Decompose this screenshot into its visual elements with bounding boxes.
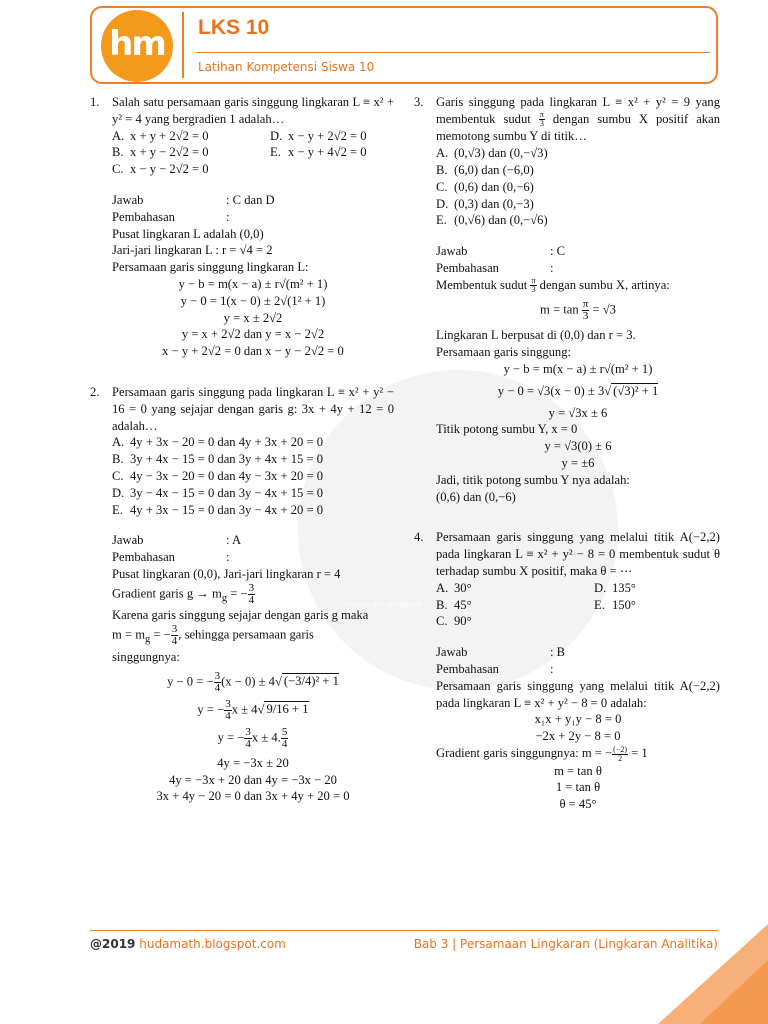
solution-line: Pusat lingkaran L adalah (0,0)	[112, 226, 264, 241]
option-b: B. (6,0) dan (−6,0)	[436, 163, 534, 177]
pembahasan-label: Pembahasan	[436, 260, 499, 275]
equation: m = tan θ	[554, 763, 602, 778]
option-e: E. 150°	[594, 597, 636, 612]
option-c: C. 4y − 3x − 20 = 0 dan 4y − 3x + 20 = 0	[112, 468, 324, 483]
equation: y − 0 = 1(x − 0) ± 2√(1² + 1)	[180, 293, 326, 308]
question-1	[90, 94, 394, 360]
equation: y = − $\frac{3}{4}$ x ± 4. $\frac{5}{4}$	[217, 725, 288, 750]
footer-credit: @2019 hudamath.blogspot.com	[90, 937, 286, 951]
question-3	[414, 94, 720, 505]
equation: y − 0 = √3(x − 0) ± 3√ (√3)² + 1	[497, 383, 659, 398]
option-c: C. (0,6) dan (0,−6)	[436, 179, 534, 194]
solution-line: Persamaan garis singgung lingkaran L:	[112, 260, 309, 275]
option-a: A. 30°	[436, 580, 472, 595]
question-2	[90, 384, 394, 805]
answer-options	[112, 128, 394, 178]
question-number: 3.	[414, 95, 424, 109]
option-b: B. 3y + 4x − 15 = 0 dan 3y + 4x + 15 = 0	[112, 452, 324, 467]
pembahasan-label: Pembahasan	[112, 550, 175, 565]
equation: y = − $\frac{3}{4}$ x ± 4√ 9/16 + 1	[197, 697, 309, 722]
solution-text: Persamaan garis singgung yang melalui titik A(−2,2) pada lingkaran L ≡ x² + y² − 8 = 0 adalah:	[436, 678, 720, 710]
solution-line: Gradient garis $g \to m_g$ = − $\frac{3}{4}$	[112, 581, 255, 606]
equation: 1 = tan θ	[555, 780, 601, 795]
solution-line: Pusat lingkaran (0,0), Jari-jari lingkaran r = 4	[112, 566, 341, 581]
solution-line: (0,6) dan (0,−6)	[436, 489, 516, 504]
equation: y = x ± 2√2	[223, 310, 283, 325]
equation: θ = 45°	[559, 797, 597, 812]
answer-options	[436, 145, 720, 229]
page-subtitle: Latihan Kompetensi Siswa 10	[198, 60, 375, 74]
option-c: C. 90°	[436, 614, 472, 629]
jawab-label: Jawab	[112, 533, 144, 548]
footer-site-link: hudamath.blogspot.com	[139, 937, 286, 951]
corner-decoration	[700, 960, 768, 1024]
option-a: A. x + y + 2√2 = 0	[112, 128, 209, 143]
right-column	[414, 94, 720, 837]
question-number: 2.	[90, 384, 100, 399]
question-4	[414, 529, 720, 813]
equation: y = ±6	[561, 455, 595, 470]
question-number: 1.	[90, 95, 100, 109]
option-d: D. (0,3) dan (0,−3)	[436, 196, 534, 211]
pembahasan-label: Pembahasan	[112, 209, 175, 224]
jawab-label: Jawab	[112, 192, 144, 207]
equation: y − b = m(x − a) ± r√(m² + 1)	[503, 361, 653, 376]
option-c: C. x − y − 2√2 = 0	[112, 162, 209, 177]
jawab-value: : C	[550, 244, 566, 259]
page-title: LKS 10	[198, 16, 270, 39]
equation: y = x + 2√2 dan y = x − 2√2	[181, 327, 325, 342]
solution-line: Persamaan garis singgung:	[436, 345, 572, 360]
jawab-value: : B	[550, 645, 566, 660]
equation: x₁x + y₁y − 8 = 0	[534, 712, 622, 727]
equation: m = tan $\frac{\pi}{3}$ = √3	[540, 298, 616, 323]
jawab-label: Jawab	[436, 645, 468, 660]
option-e: E. (0,√6) dan (0,−√6)	[436, 213, 548, 228]
question-stem: Garis singgung pada lingkaran L ≡ x² + y² = 9 yang membentuk sudut $\frac{\pi}{3}$ dengan sumbu X positif akan memotong sumbu Y di titik…	[436, 95, 720, 144]
question-stem: Persamaan garis singgung yang melalui titik A(−2,2) pada lingkaran L ≡ x² + y² − 8 = 0 membentuk sudut θ terhadap sumbu X positif, maka θ = ⋯	[436, 530, 720, 578]
solution-line: Jadi, titik potong sumbu Y nya adalah:	[436, 472, 630, 487]
option-d: D. x − y + 2√2 = 0	[270, 128, 367, 143]
answer-options	[112, 434, 394, 518]
logo-text: hm	[109, 24, 165, 64]
solution-line: Jari-jari lingkaran L : r = √4 = 2	[112, 243, 273, 258]
solution-line: singgungnya:	[112, 649, 180, 664]
option-e: E. x − y + 4√2 = 0	[270, 145, 367, 160]
question-number: 4.	[414, 530, 424, 545]
pembahasan-label: Pembahasan	[436, 661, 499, 676]
jawab-value: : A	[226, 533, 242, 548]
option-d: D. 3y − 4x − 15 = 0 dan 3y − 4x + 15 = 0	[112, 485, 324, 500]
header-rule	[196, 52, 710, 53]
header-divider	[182, 12, 184, 78]
equation: 4y = −3x + 20 dan 4y = −3x − 20	[169, 772, 337, 787]
solution: Jawab : B Pembahasan : Persamaan garis singgung yang melalui titik A(−2,2) pada lingkaran L ≡ x² + y² − 8 = 0 adalah: x₁x + y₁y − 8 = 0 −2x + 2y − 8 = 0 Gradient garis singgungnya: m = − $\frac{(-2)}{2}$ = 1 m = tan θ 1 = tan θ θ = 45°	[436, 645, 720, 812]
equation: y − 0 = − $\frac{3}{4}$ (x − 0) ± 4√ (−3/4)² + 1	[167, 669, 339, 694]
solution-line: $m = m_g$ = − $\frac{3}{4}$ , sehingga persamaan garis	[112, 623, 314, 648]
solution: Jawab : C Pembahasan : Membentuk sudut $\frac{\pi}{3}$ dengan sumbu X, artinya: m = tan $\frac{\pi}{3}$ = √3 Lingkaran L berpusat di (0,0) dan r = 3. Persamaan garis singgung: y − b = m(x − a) ± r√(m² + 1) y − 0 = √3(x − 0) ± 3√ (√3)² + 1 y = √3x ± 6 Titik potong sumbu Y, x = 0 y = √3(0) ± 6 y = ±6 Jadi, titik potong sumbu Y nya adalah: (0,6) dan (0,−6)	[436, 243, 720, 505]
site-logo	[101, 10, 173, 82]
solution-line: Membentuk sudut $\frac{\pi}{3}$ dengan sumbu X, artinya:	[436, 276, 670, 295]
question-stem: Salah satu persamaan garis singgung lingkaran L ≡ x² + y² = 4 yang bergradien 1 adalah…	[112, 95, 394, 126]
solution-line: Lingkaran L berpusat di (0,0) dan r = 3.	[436, 328, 636, 343]
equation: y − b = m(x − a) ± r√(m² + 1)	[178, 276, 328, 291]
option-a: A. (0,√3) dan (0,−√3)	[436, 146, 548, 161]
jawab-label: Jawab	[436, 244, 468, 259]
header-frame	[90, 6, 718, 84]
option-b: B. 45°	[436, 597, 472, 612]
solution-line: Gradient garis singgungnya: m = − $\frac{(-2)}{2}$ = 1	[436, 744, 648, 763]
equation: x − y + 2√2 = 0 dan x − y − 2√2 = 0	[162, 344, 344, 359]
jawab-value: : C dan D	[226, 192, 275, 207]
watermark-text: hudamath.blogspot	[344, 600, 423, 609]
option-e: E. 4y + 3x − 15 = 0 dan 3y − 4x + 20 = 0	[112, 502, 324, 517]
solution: Jawab : A Pembahasan : Pusat lingkaran (0,0), Jari-jari lingkaran r = 4 Gradient garis $g \to m_g$ = − $\frac{3}{4}$ Karena garis singgung sejajar dengan garis g maka $m = m_g$ = − $\frac{3}{4}$ , sehingga persamaan garis singgungnya: y − 0 = − $\frac{3}{4}$ (x − 0) ± 4√ (−3/4)² + 1 y = − $\frac{3}{4}$ x ± 4√ 9/16 + 1 y = − $\frac{3}{4}$ x ± 4. $\frac{5}{4}$ 4y = −3x ± 20 4y = −3x + 20 dan 4y = −3x − 20 3x + 4y − 20 = 0 dan 3x + 4y + 20 = 0	[112, 532, 394, 805]
option-a: A. 4y + 3x − 20 = 0 dan 4y + 3x + 20 = 0	[112, 435, 324, 450]
answer-options	[436, 580, 720, 630]
equation: y = √3(0) ± 6	[544, 439, 612, 454]
option-d: D. 135°	[594, 580, 636, 595]
equation: 4y = −3x ± 20	[217, 755, 289, 770]
option-b: B. x + y − 2√2 = 0	[112, 145, 209, 160]
equation: −2x + 2y − 8 = 0	[535, 729, 621, 744]
left-column	[90, 94, 394, 829]
solution-line: Karena garis singgung sejajar dengan garis g maka	[112, 608, 369, 623]
equation: 3x + 4y − 20 = 0 dan 3x + 4y + 20 = 0	[156, 789, 350, 804]
question-stem: Persamaan garis singgung pada lingkaran L ≡ x² + y² − 16 = 0 yang sejajar dengan garis g: 3x + 4y + 12 = 0 adalah…	[112, 384, 394, 433]
solution: Jawab : C dan D Pembahasan : Pusat lingkaran L adalah (0,0) Jari-jari lingkaran L : r = √4 = 2 Persamaan garis singgung lingkaran L: y − b = m(x − a) ± r√(m² + 1) y − 0 = 1(x − 0) ± 2√(1² + 1) y = x ± 2√2 y = x + 2√2 dan y = x − 2√2 x − y + 2√2 = 0 dan x − y − 2√2 = 0	[112, 192, 394, 360]
equation: y = √3x ± 6	[548, 405, 608, 420]
footer-rule	[90, 930, 718, 931]
solution-line: Titik potong sumbu Y, x = 0	[436, 422, 578, 437]
footer-chapter: Bab 3 | Persamaan Lingkaran (Lingkaran Analitika)	[413, 937, 718, 951]
